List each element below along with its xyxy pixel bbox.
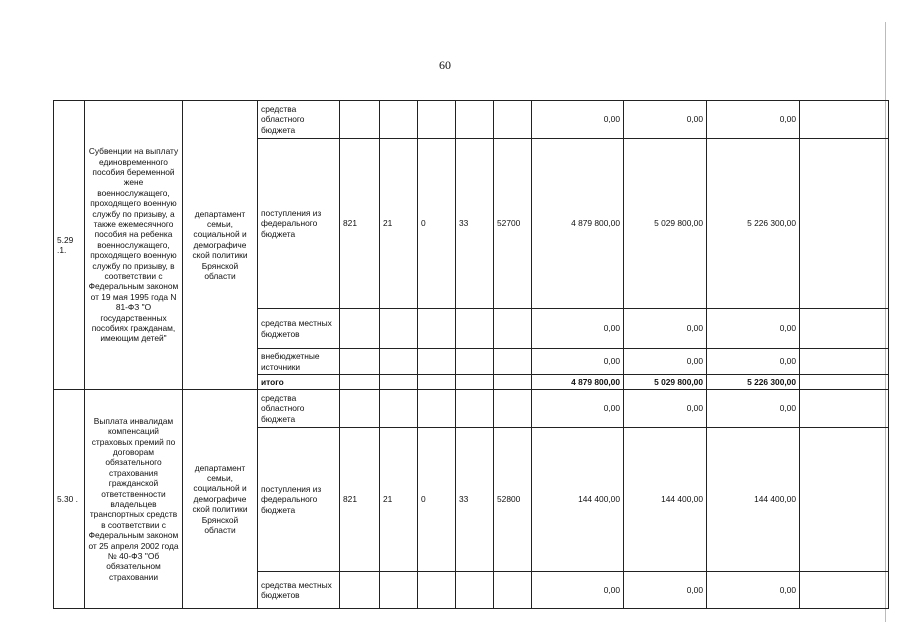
total-year-2: 5 029 800,00 <box>624 375 707 390</box>
empty-cell <box>800 428 889 572</box>
code-cell <box>494 572 532 609</box>
total-year-1: 4 879 800,00 <box>532 375 624 390</box>
amount-year-1: 144 400,00 <box>532 428 624 572</box>
code-cell <box>456 309 494 349</box>
amount-year-3: 0,00 <box>707 572 800 609</box>
row-number: 5.29 .1. <box>54 101 85 390</box>
amount-year-1: 0,00 <box>532 309 624 349</box>
amount-year-1: 0,00 <box>532 101 624 139</box>
amount-year-3: 5 226 300,00 <box>707 139 800 309</box>
amount-year-2: 0,00 <box>624 572 707 609</box>
code-cell <box>380 572 418 609</box>
code-cell <box>380 375 418 390</box>
amount-year-2: 0,00 <box>624 390 707 428</box>
code-cell <box>380 390 418 428</box>
empty-cell <box>800 572 889 609</box>
code-cell <box>380 101 418 139</box>
code-cell: 0 <box>418 139 456 309</box>
amount-year-3: 0,00 <box>707 349 800 375</box>
amount-year-2: 0,00 <box>624 101 707 139</box>
table-row <box>54 390 889 428</box>
amount-year-3: 0,00 <box>707 309 800 349</box>
funding-source: поступления из федерального бюджета <box>258 139 340 309</box>
amount-year-1: 4 879 800,00 <box>532 139 624 309</box>
funding-source: поступления из федерального бюджета <box>258 428 340 572</box>
code-cell <box>456 375 494 390</box>
table-row <box>54 101 889 139</box>
empty-cell <box>800 375 889 390</box>
empty-cell <box>800 390 889 428</box>
total-year-3: 5 226 300,00 <box>707 375 800 390</box>
code-cell: 52700 <box>494 139 532 309</box>
code-cell <box>380 309 418 349</box>
amount-year-1: 0,00 <box>532 572 624 609</box>
code-cell: 821 <box>340 139 380 309</box>
empty-cell <box>800 139 889 309</box>
code-cell: 21 <box>380 139 418 309</box>
amount-year-2: 144 400,00 <box>624 428 707 572</box>
measure-description: Выплата инвалидам компенсаций страховых премий по договорам обязательного страхования гражданской ответственности владельцев транспортных средств в соответствии с Федеральным законом от 25 апреля 2002 года № 40-ФЗ "Об обязательном страховании <box>85 390 183 609</box>
code-cell <box>494 375 532 390</box>
code-cell <box>456 349 494 375</box>
code-cell <box>380 349 418 375</box>
measure-description: Субвенции на выплату единовременного пособия беременной жене военнослужащего, проходящего военную службу по призыву, а также ежемесячного пособия на ребенка военнослужащего, проходящего военную службу по призыву, в соответствии с Федеральным законом от 19 мая 1995 года N 81-ФЗ "О государственных пособиях гражданам, имеющим детей" <box>85 101 183 390</box>
code-cell <box>494 390 532 428</box>
code-cell <box>418 349 456 375</box>
responsible-department: департамент семьи, социальной и демографиче ской политики Брянской области <box>183 101 258 390</box>
code-cell <box>456 101 494 139</box>
code-cell <box>418 375 456 390</box>
responsible-department: департамент семьи, социальной и демографиче ской политики Брянской области <box>183 390 258 609</box>
code-cell <box>418 309 456 349</box>
amount-year-1: 0,00 <box>532 390 624 428</box>
code-cell: 33 <box>456 428 494 572</box>
code-cell: 21 <box>380 428 418 572</box>
code-cell <box>494 101 532 139</box>
funding-source: внебюджетные источники <box>258 349 340 375</box>
amount-year-1: 0,00 <box>532 349 624 375</box>
page-number: 60 <box>439 58 451 72</box>
amount-year-3: 0,00 <box>707 390 800 428</box>
funding-source: средства областного бюджета <box>258 101 340 139</box>
code-cell <box>340 375 380 390</box>
code-cell <box>340 349 380 375</box>
amount-year-2: 0,00 <box>624 349 707 375</box>
funding-source-total: итого <box>258 375 340 390</box>
code-cell <box>456 572 494 609</box>
code-cell <box>418 390 456 428</box>
funding-source: средства областного бюджета <box>258 390 340 428</box>
empty-cell <box>800 101 889 139</box>
empty-cell <box>800 349 889 375</box>
budget-table <box>53 100 889 609</box>
code-cell <box>418 101 456 139</box>
code-cell: 52800 <box>494 428 532 572</box>
empty-cell <box>800 309 889 349</box>
code-cell <box>340 309 380 349</box>
code-cell <box>340 390 380 428</box>
code-cell: 0 <box>418 428 456 572</box>
code-cell <box>340 572 380 609</box>
row-number: 5.30 . <box>54 390 85 609</box>
code-cell <box>456 390 494 428</box>
amount-year-3: 0,00 <box>707 101 800 139</box>
funding-source: средства местных бюджетов <box>258 572 340 609</box>
code-cell <box>418 572 456 609</box>
code-cell: 821 <box>340 428 380 572</box>
funding-source: средства местных бюджетов <box>258 309 340 349</box>
code-cell <box>340 101 380 139</box>
amount-year-2: 5 029 800,00 <box>624 139 707 309</box>
code-cell <box>494 349 532 375</box>
code-cell <box>494 309 532 349</box>
amount-year-2: 0,00 <box>624 309 707 349</box>
amount-year-3: 144 400,00 <box>707 428 800 572</box>
code-cell: 33 <box>456 139 494 309</box>
